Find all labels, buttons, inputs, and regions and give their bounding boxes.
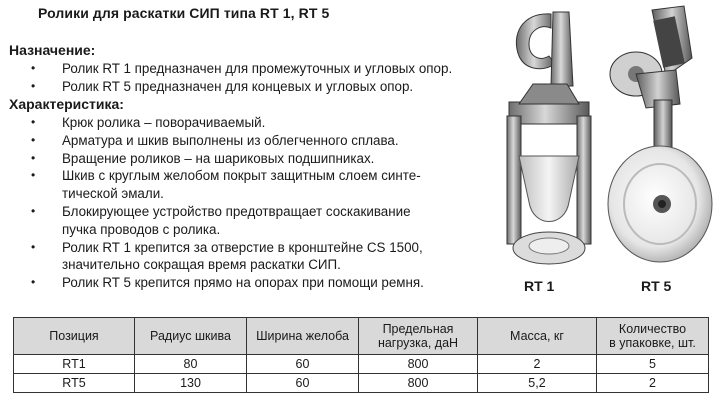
list-item: • Ролик RT 5 крепится прямо на опорах при помощи ремня. <box>31 275 424 291</box>
list-item: • Крюк ролика – поворачиваемый. <box>31 115 266 130</box>
list-item: • Блокирующее устройство предотвращает соскакивание пучка проводов с ролика. <box>31 203 411 237</box>
list-item: • Ролик RT 1 крепится за отверстие в кронштейне CS 1500, значительно сокращая время раскатки СИП. <box>31 239 423 273</box>
list-item: • Ролик RT 1 предназначен для промежуточных и угловых опор. <box>31 61 453 76</box>
purpose-heading: Назначение: <box>9 42 96 58</box>
col-position: Позиция <box>14 318 135 355</box>
table-cell: 5,2 <box>478 374 597 393</box>
table-cell: RT5 <box>14 374 135 393</box>
list-item: • Вращение роликов – на шариковых подшипниках. <box>31 150 375 166</box>
col-mass: Масса, кг <box>478 318 597 355</box>
col-load: Предельная нагрузка, даН <box>359 318 478 355</box>
table-cell: 800 <box>359 374 478 393</box>
rt1-label: RT 1 <box>524 278 555 294</box>
col-width: Ширина желоба <box>247 318 359 355</box>
table-header-row <box>14 318 709 355</box>
table-cell: 60 <box>247 355 359 374</box>
table-row <box>14 355 709 374</box>
spec-table <box>13 317 709 393</box>
purpose-list <box>0 60 462 96</box>
rt1-roller-image <box>493 6 605 276</box>
list-item: • Ролик RT 5 предназначен для концевых и угловых опор. <box>31 78 414 94</box>
page-title: Ролики для раскатки СИП типа RT 1, RT 5 <box>38 5 330 21</box>
col-radius: Радиус шкива <box>135 318 247 355</box>
table-row <box>14 374 709 393</box>
rt5-roller-image <box>596 4 716 274</box>
specs-list <box>0 114 462 292</box>
table-cell: 2 <box>597 374 709 393</box>
table-cell: 130 <box>135 374 247 393</box>
specs-heading: Характеристика: <box>9 96 124 112</box>
table-cell: RT1 <box>14 355 135 374</box>
list-item: • Шкив с круглым желобом покрыт защитным слоем синте- тической эмали. <box>31 168 421 202</box>
list-item: • Арматура и шкив выполнены из облегченного сплава. <box>31 132 399 148</box>
table-cell: 2 <box>478 355 597 374</box>
table-cell: 5 <box>597 355 709 374</box>
col-qty: Количество в упаковке, шт. <box>597 318 709 355</box>
table-cell: 60 <box>247 374 359 393</box>
table-cell: 80 <box>135 355 247 374</box>
table-cell: 800 <box>359 355 478 374</box>
rt5-label: RT 5 <box>641 278 672 294</box>
